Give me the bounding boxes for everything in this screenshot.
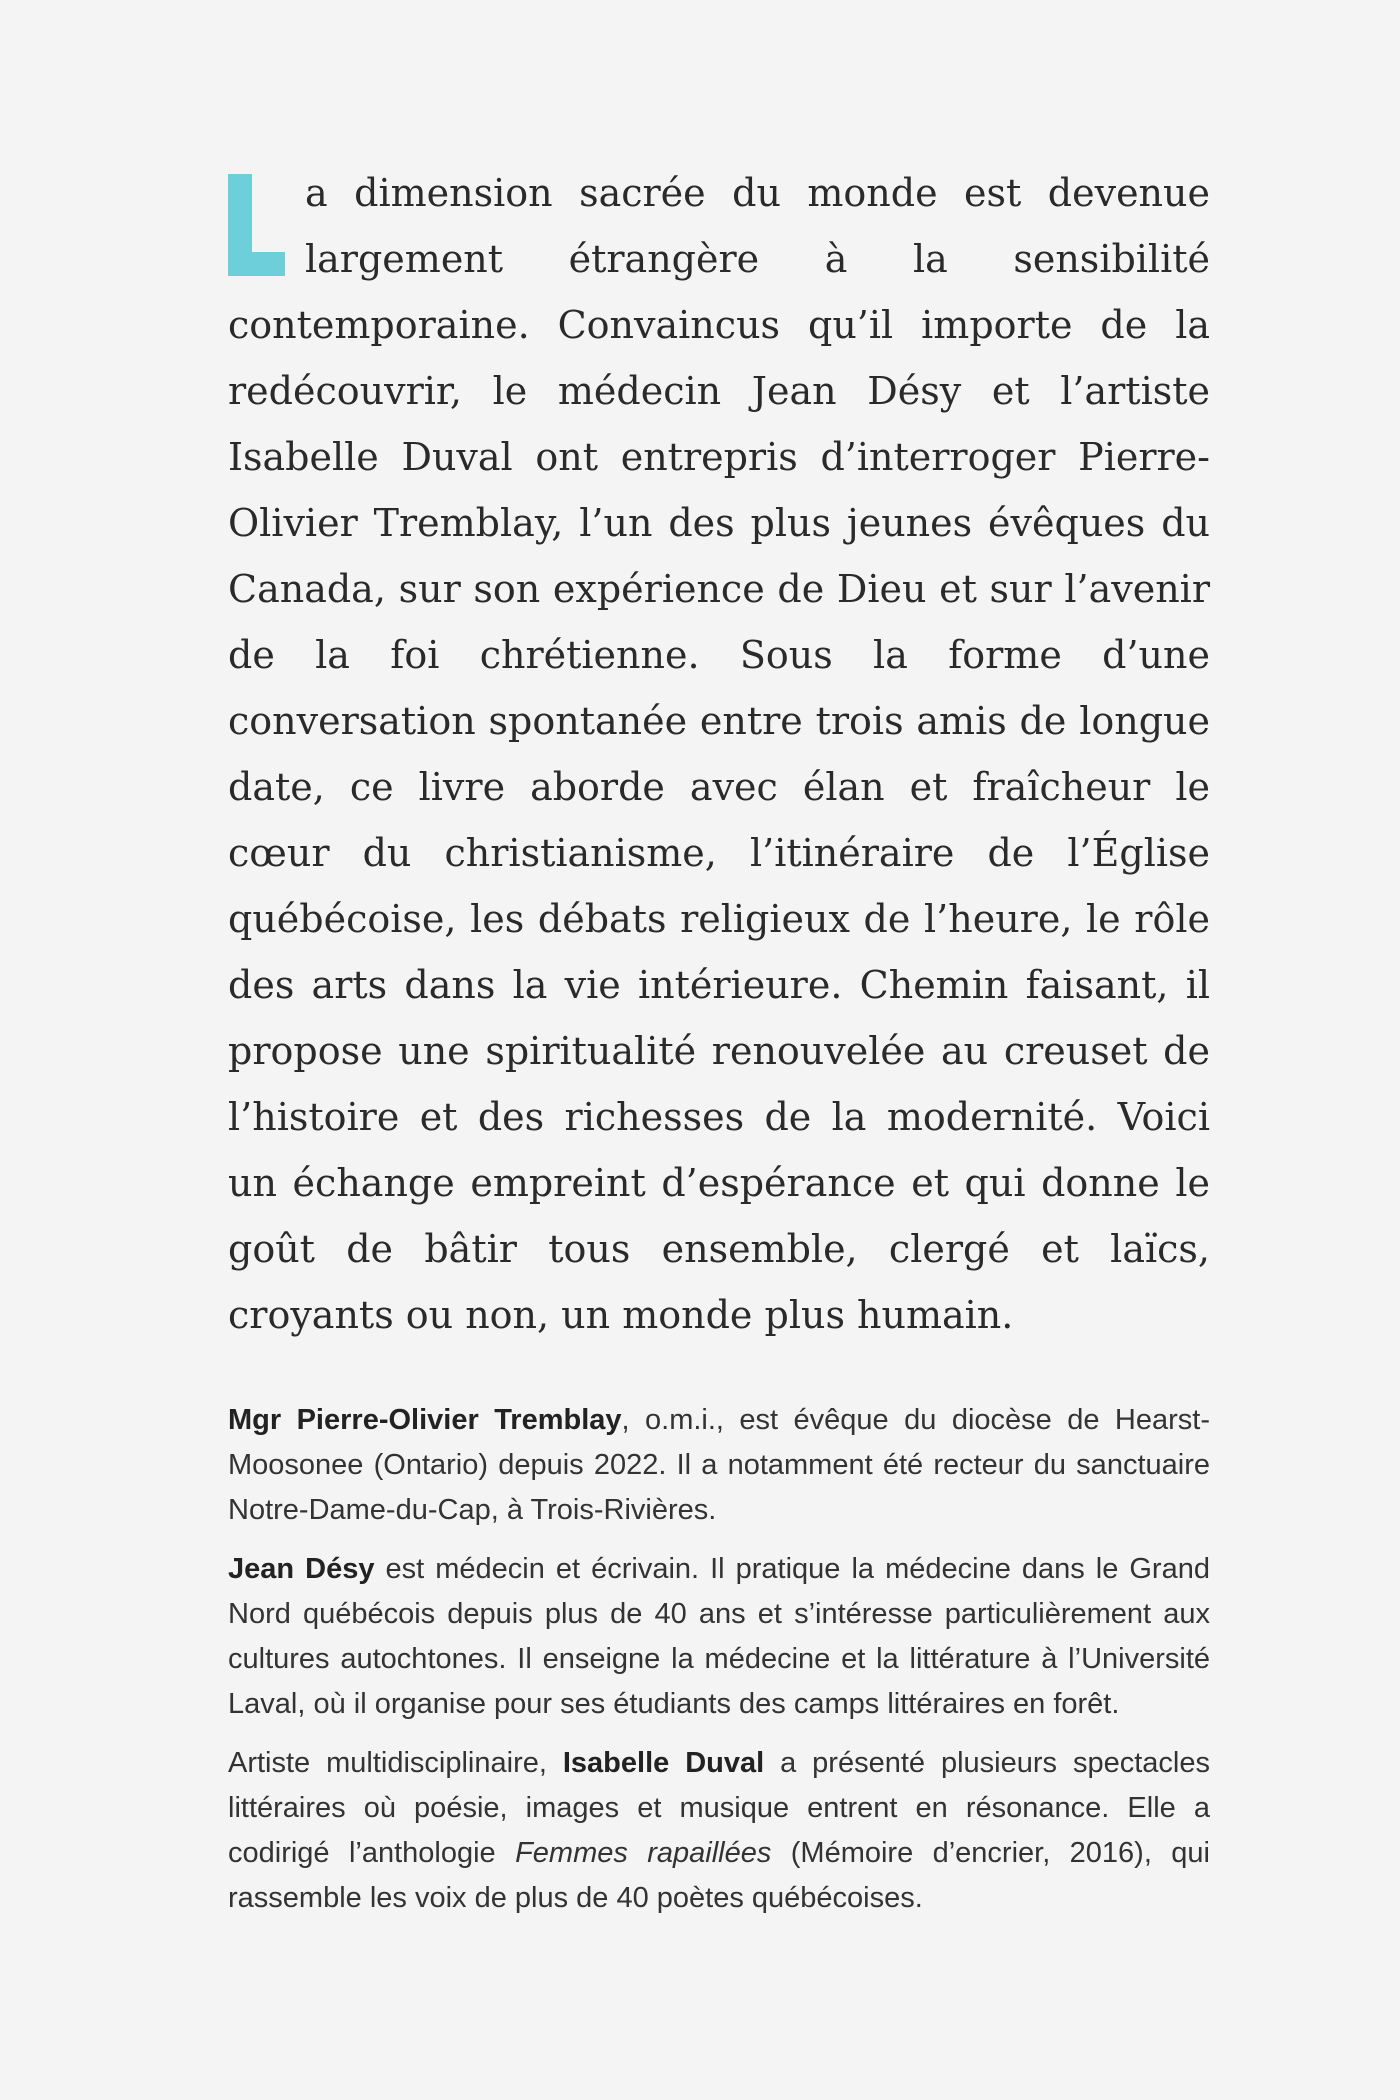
bio-tremblay-name: Mgr Pierre-Olivier Tremblay xyxy=(228,1404,622,1436)
bio-desy xyxy=(228,1547,1210,1727)
bio-duval-after: (Mémoire d’encrier, 2016), qui rassemble les voix de plus de 40 poètes québécoises. xyxy=(228,1837,1210,1914)
bio-duval-name: Isabelle Duval xyxy=(562,1747,765,1779)
dropcap-l xyxy=(228,174,285,276)
bio-desy-name: Jean Désy xyxy=(228,1553,375,1585)
bio-tremblay xyxy=(228,1398,1210,1533)
bio-duval-middle: a présenté plusieurs spectacles littéraires où poésie, images et musique entrent en résonance. Elle a codirigé l’anthologie xyxy=(228,1747,1210,1869)
intro-paragraph xyxy=(228,160,1210,1348)
text-column xyxy=(228,160,1210,1935)
author-bios xyxy=(228,1398,1210,1921)
bio-duval-book-title: Femmes rapaillées xyxy=(515,1837,772,1869)
intro-text: a dimension sacrée du monde est devenue largement étrangère à la sensibilité contemporaine. Convaincus qu’il importe de la redécouvrir, le médecin Jean Désy et l’artiste Isabelle Duval ont entrepris d’interroger Pierre-Olivier Tremblay, l’un des plus jeunes évêques du Canada, sur son expérience de Dieu et sur l’avenir de la foi chrétienne. Sous la forme d’une conversation spontanée entre trois amis de longue date, ce livre aborde avec élan et fraîcheur le cœur du christianisme, l’itinéraire de l’Église québécoise, les débats religieux de l’heure, le rôle des arts dans la vie intérieure. Chemin faisant, il propose une spiritualité renouvelée au creuset de l’histoire et des richesses de la modernité. Voici un échange empreint d’espérance et qui donne le goût de bâtir tous ensemble, clergé et laïcs, croyants ou non, un monde plus humain. xyxy=(228,171,1210,1337)
dropcap-foot xyxy=(228,252,285,276)
bio-duval-before: Artiste multidisciplinaire, xyxy=(228,1747,563,1779)
bio-tremblay-text: , o.m.i., est évêque du diocèse de Hearst-Moosonee (Ontario) depuis 2022. Il a notamment été recteur du sanctuaire Notre-Dame-du-Cap, à Trois-Rivières. xyxy=(228,1404,1210,1526)
bio-duval xyxy=(228,1741,1210,1921)
bio-desy-text: est médecin et écrivain. Il pratique la médecine dans le Grand Nord québécois depuis plus de 40 ans et s’intéresse particulièrement aux cultures autochtones. Il enseigne la médecine et la littérature à l’Université Laval, où il organise pour ses étudiants des camps littéraires en forêt. xyxy=(228,1553,1210,1720)
